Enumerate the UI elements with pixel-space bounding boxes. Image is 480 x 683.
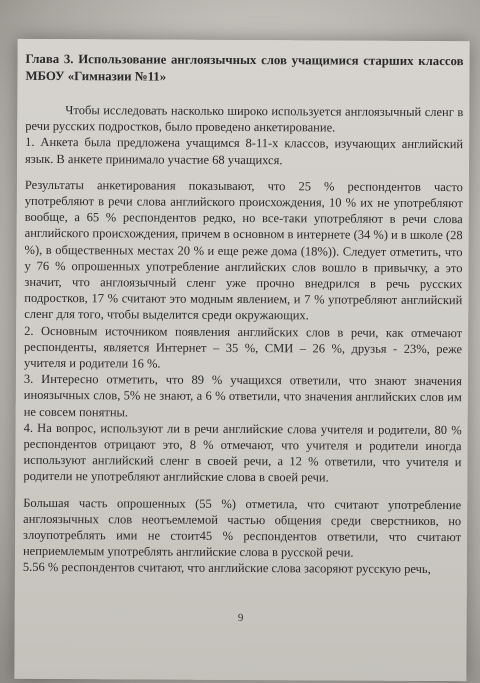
chapter-heading: Глава 3. Использование англоязычных слов учащимися старших классов МБОУ «Гимназии №11» <box>25 51 464 84</box>
page-text <box>23 51 464 578</box>
teachers-paragraph: 4. На вопрос, используют ли в речи английские слова учителя и родители, 80 % респондентов отрицают это, 8 % отмечают, что учителя и родители иногда используют английский сленг в своей речи, а 12 % ответили, что учителя и родители не употребляют английские слова в своей речи. <box>23 420 462 485</box>
survey-paragraph: 1. Анкета была предложена учащимся 8-11-х классов, изучающих английский язык. В анкете принимало участие 68 учащихся. <box>25 135 464 167</box>
intro-paragraph: Чтобы исследовать насколько широко используется англоязычный сленг в речи русских подростков, было проведено анкетирование. <box>25 103 464 135</box>
sources-paragraph: 2. Основным источником появления английских слов в речи, как отмечают респонденты, является Интернет – 35 %, СМИ – 26 %, друзья - 23%, реже учителя и родители 16 %. <box>23 323 463 371</box>
majority-paragraph: Большая часть опрошенных (55 %) отметила, что считают употребление англоязычных слов неотъемлемой частью общения среди сверстников, но злоупотреблять ими не стоит45 % респондентов ответили, что считают неприемлемым употреблять английские слова в русской речи. <box>22 495 462 560</box>
clutter-paragraph: 5.56 % респондентов считают, что английские слова засоряют русскую речь, <box>22 560 431 577</box>
results-paragraph: Результаты анкетирования показывают, что 25 % респондентов часто употребляют в речи слова английского происхождения, 10 % их не употребляют вообще, а 65 % респондентов редко, но все-таки употребляют в речи слова английского происхождения, причем в основном в интернете (34 %) и в школе (28 %), в общественных местах 20 % и еще реже дома (18%)). Следует отметить, что у 76 % опрошенных употребление английских слов вошло в привычку, а это значит, что англоязычный сленг уже прочно внедрился в речь русских подростков, 17 % считают это модным явлением, и 7 % употребляют английский сленг для того, чтобы выделится среди окружающих. <box>24 177 463 323</box>
page-number: 9 <box>237 611 244 625</box>
document-page <box>14 39 469 681</box>
meanings-paragraph: 3. Интересно отметить, что 89 % учащихся ответили, что знают значения иноязычных слов, 5% не знают, а 6 % ответили, что значения английских слов им не совсем понятны. <box>23 372 462 420</box>
